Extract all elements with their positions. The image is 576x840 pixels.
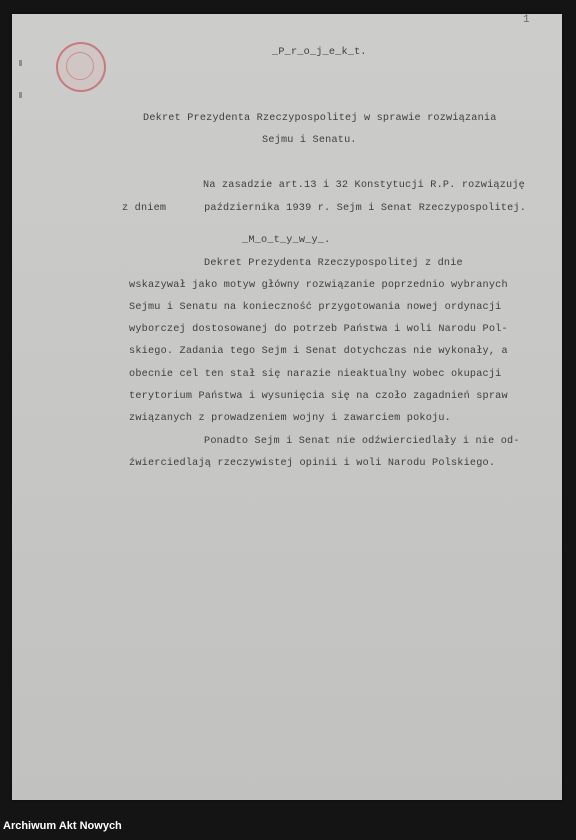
page-number: 1 — [523, 14, 530, 26]
motives-line: źwierciedlają rzeczywistej opinii i woli Narodu Polskiego. — [129, 458, 496, 469]
motives-line: wyborczej dostosowanej do potrzeb Państwa i woli Narodu Pol- — [129, 324, 508, 335]
title-line: Sejmu i Senatu. — [262, 135, 357, 146]
motives-line: wskazywał jako motyw główny rozwiązanie poprzednio wybranych — [129, 280, 508, 291]
decree-line: Na zasadzie art.13 i 32 Konstytucji R.P. rozwiązuję — [203, 180, 525, 191]
motives-heading: _M_o_t_y_w_y_. — [242, 235, 331, 246]
motives-line: Ponadto Sejm i Senat nie odźwierciedlały i nie od- — [204, 436, 520, 447]
margin-mark — [19, 60, 22, 66]
margin-mark — [19, 92, 22, 98]
archive-name: Archiwum Akt Nowych — [3, 820, 122, 832]
decree-line: z dniem października 1939 r. Sejm i Senat Rzeczypospolitej. — [122, 203, 527, 214]
motives-line: związanych z prowadzeniem wojny i zawarciem pokoju. — [129, 413, 451, 424]
archive-footer — [0, 808, 576, 840]
archive-stamp-icon — [56, 42, 106, 92]
motives-line: Sejmu i Senatu na konieczność przygotowania nowej ordynacji — [129, 302, 502, 313]
document-page — [12, 14, 562, 800]
document-heading: _P_r_o_j_e_k_t. — [272, 47, 367, 58]
motives-line: skiego. Zadania tego Sejm i Senat dotychczas nie wykonały, a — [129, 346, 508, 357]
motives-line: obecnie cel ten stał się narazie nieaktualny wobec okupacji — [129, 369, 502, 380]
motives-line: Dekret Prezydenta Rzeczypospolitej z dnie — [204, 258, 463, 269]
motives-line: terytorium Państwa i wysunięcia się na czoło zagadnień spraw — [129, 391, 508, 402]
title-line: Dekret Prezydenta Rzeczypospolitej w sprawie rozwiązania — [143, 113, 497, 124]
